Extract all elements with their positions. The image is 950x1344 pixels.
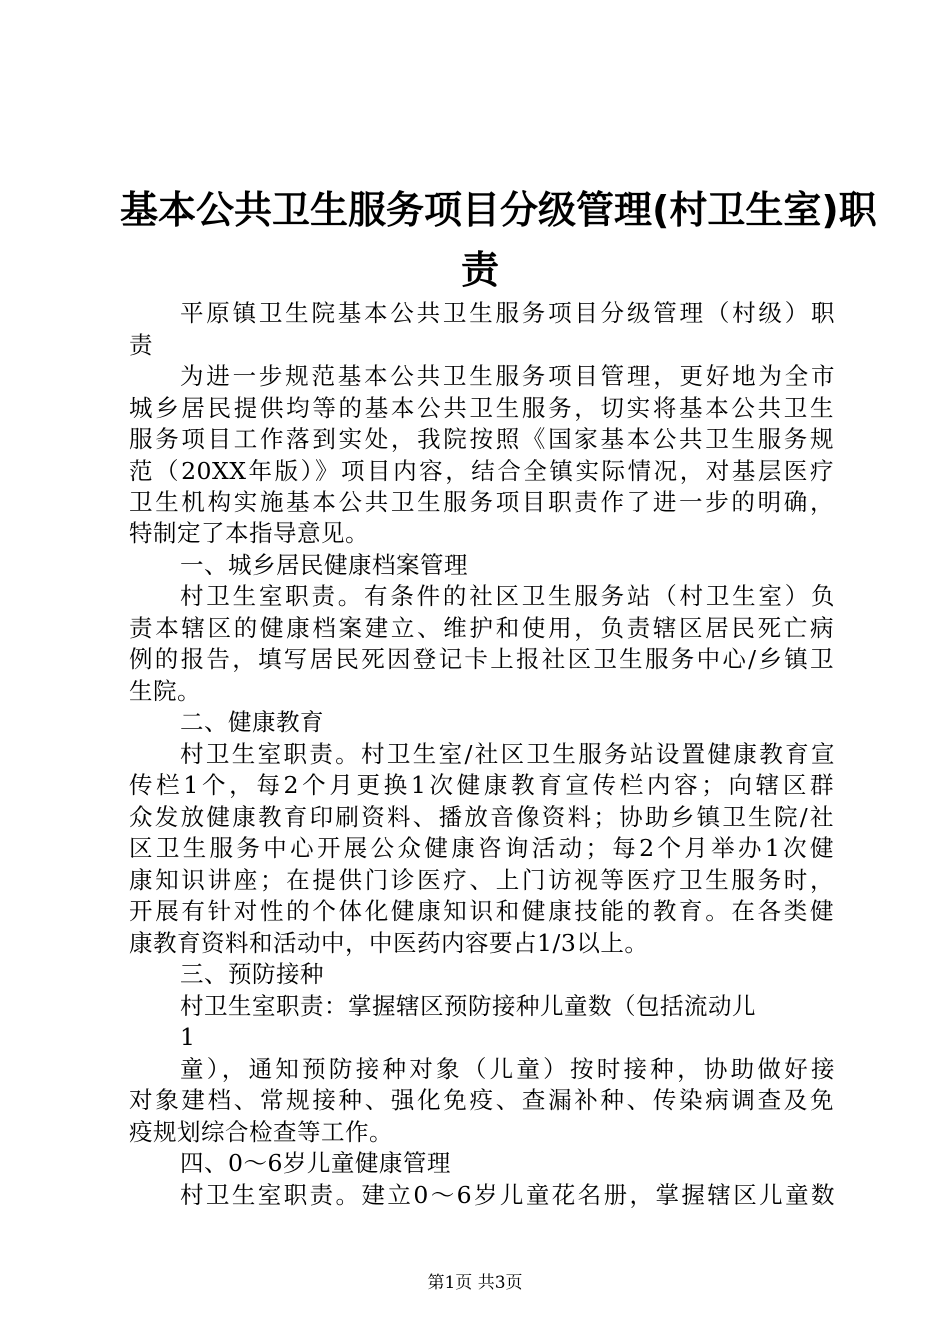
paragraph-line: 村卫生室职责。村卫生室/社区卫生服务站设置健康教育宣 <box>180 740 835 768</box>
section-heading: 一、城乡居民健康档案管理 <box>180 551 468 579</box>
subtitle-line: 责 <box>129 331 153 359</box>
paragraph-line: 服务项目工作落到实处，我院按照《国家基本公共卫生服务规 <box>129 425 834 453</box>
paragraph-line: 传栏1个，每2个月更换1次健康教育宣传栏内容；向辖区群 <box>129 771 834 799</box>
paragraph-line: 区卫生服务中心开展公众健康咨询活动；每2个月举办1次健 <box>129 834 834 862</box>
paragraph-line: 康知识讲座；在提供门诊医疗、上门访视等医疗卫生服务时， <box>129 866 834 894</box>
paragraph-line: 责本辖区的健康档案建立、维护和使用，负责辖区居民死亡病 <box>129 614 834 642</box>
paragraph-line: 众发放健康教育印刷资料、播放音像资料；协助乡镇卫生院/社 <box>129 803 834 831</box>
stray-page-marker: 1 <box>180 1023 196 1051</box>
document-title-line-2: 责 <box>460 248 499 292</box>
paragraph-line: 童），通知预防接种对象（儿童）按时接种，协助做好接 <box>180 1055 835 1083</box>
paragraph-line: 村卫生室职责。建立0～6岁儿童花名册，掌握辖区儿童数 <box>180 1181 835 1209</box>
section-heading: 三、预防接种 <box>180 960 324 988</box>
paragraph-line: 疫规划综合检查等工作。 <box>129 1118 393 1146</box>
subtitle-line: 平原镇卫生院基本公共卫生服务项目分级管理（村级）职 <box>180 299 835 327</box>
paragraph-line: 村卫生室职责：掌握辖区预防接种儿童数（包括流动儿 <box>180 992 756 1020</box>
paragraph-line: 范（20XX年版）》项目内容，结合全镇实际情况，对基层医疗 <box>129 457 834 485</box>
paragraph-line: 康教育资料和活动中，中医药内容要占1/3以上。 <box>129 929 649 957</box>
section-heading: 二、健康教育 <box>180 708 324 736</box>
paragraph-line: 对象建档、常规接种、强化免疫、查漏补种、传染病调查及免 <box>129 1086 834 1114</box>
page-number-footer: 第1页 共3页 <box>427 1273 523 1293</box>
paragraph-line: 城乡居民提供均等的基本公共卫生服务，切实将基本公共卫生 <box>129 394 834 422</box>
document-title-line-1: 基本公共卫生服务项目分级管理(村卫生室)职 <box>120 188 877 232</box>
paragraph-line: 特制定了本指导意见。 <box>129 519 369 547</box>
paragraph-line: 生院。 <box>129 677 201 705</box>
paragraph-line: 为进一步规范基本公共卫生服务项目管理，更好地为全市 <box>180 362 835 390</box>
paragraph-line: 例的报告，填写居民死因登记卡上报社区卫生服务中心/乡镇卫 <box>129 645 834 673</box>
paragraph-line: 开展有针对性的个体化健康知识和健康技能的教育。在各类健 <box>129 897 834 925</box>
paragraph-line: 村卫生室职责。有条件的社区卫生服务站（村卫生室）负 <box>180 582 835 610</box>
section-heading: 四、0～6岁儿童健康管理 <box>180 1149 451 1177</box>
paragraph-line: 卫生机构实施基本公共卫生服务项目职责作了进一步的明确， <box>129 488 834 516</box>
